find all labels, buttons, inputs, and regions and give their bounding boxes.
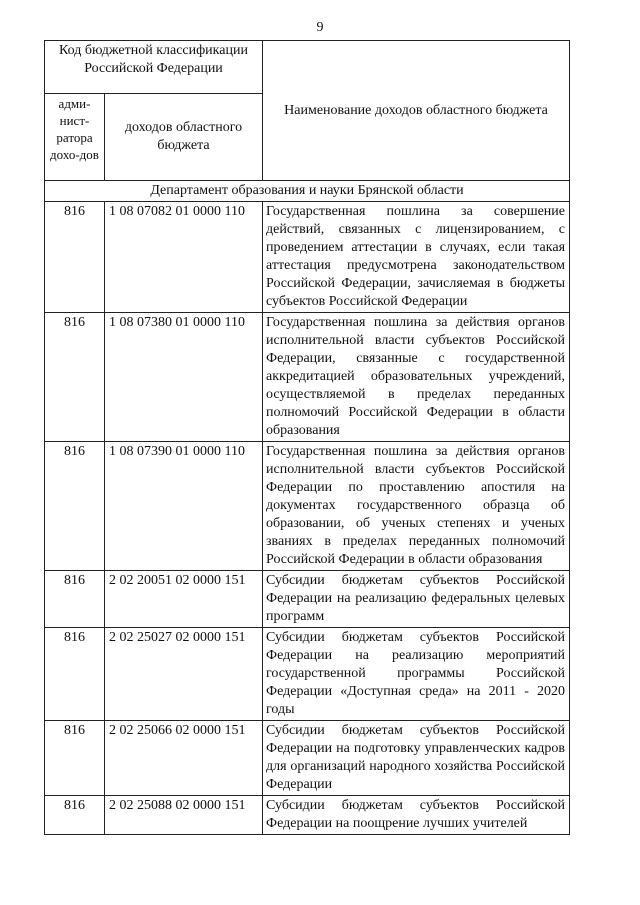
section-title: Департамент образования и науки Брянской области [45,181,570,202]
table-row [45,628,570,721]
income-name: Государственная пошлина за действия органов исполнительной власти субъектов Российской Федерации, связанные с государственной аккредитацией образовательных учреждений, осуществляемой в пределах переданных полномочий Российской Федерации в области образования [263,313,570,442]
budget-code: 2 02 25088 02 0000 151 [105,796,263,835]
header-name: Наименование доходов областного бюджета [263,41,570,181]
admin-code: 816 [45,202,105,313]
budget-code: 2 02 25027 02 0000 151 [105,628,263,721]
income-name: Государственная пошлина за действия органов исполнительной власти субъектов Российской Федерации по проставлению апостиля на документах государственного образца об образовании, об ученых степенях и ученых званиях в пределах переданных полномочий Российской Федерации в области образования [263,442,570,571]
income-name: Государственная пошлина за совершение действий, связанных с лицензированием, с проведением аттестации в случаях, если такая аттестация предусмотрена законодательством Российской Федерации, зачисляемая в бюджеты субъектов Российской Федерации [263,202,570,313]
budget-table [44,40,570,835]
table-row [45,442,570,571]
table-row [45,571,570,628]
budget-code: 2 02 20051 02 0000 151 [105,571,263,628]
table-row [45,796,570,835]
header-row [45,41,570,94]
header-classification-group: Код бюджетной классификации Российской Федерации [45,41,263,94]
admin-code: 816 [45,796,105,835]
income-name: Субсидии бюджетам субъектов Российской Федерации на подготовку управленческих кадров для организаций народного хозяйства Российской Федерации [263,721,570,796]
header-income: доходов областного бюджета [105,94,263,181]
budget-code: 1 08 07082 01 0000 110 [105,202,263,313]
page-number: 9 [316,20,324,35]
budget-code: 1 08 07390 01 0000 110 [105,442,263,571]
table-row [45,313,570,442]
table-row [45,721,570,796]
table-row [45,202,570,313]
admin-code: 816 [45,628,105,721]
income-name: Субсидии бюджетам субъектов Российской Федерации на поощрение лучших учителей [263,796,570,835]
income-name: Субсидии бюджетам субъектов Российской Федерации на реализацию мероприятий государственной программы Российской Федерации «Доступная среда» на 2011 - 2020 годы [263,628,570,721]
header-admin: адми-нист-ратора дохо-дов [45,94,105,181]
admin-code: 816 [45,571,105,628]
budget-code: 1 08 07380 01 0000 110 [105,313,263,442]
section-row [45,181,570,202]
admin-code: 816 [45,721,105,796]
admin-code: 816 [45,313,105,442]
budget-code: 2 02 25066 02 0000 151 [105,721,263,796]
income-name: Субсидии бюджетам субъектов Российской Федерации на реализацию федеральных целевых программ [263,571,570,628]
admin-code: 816 [45,442,105,571]
